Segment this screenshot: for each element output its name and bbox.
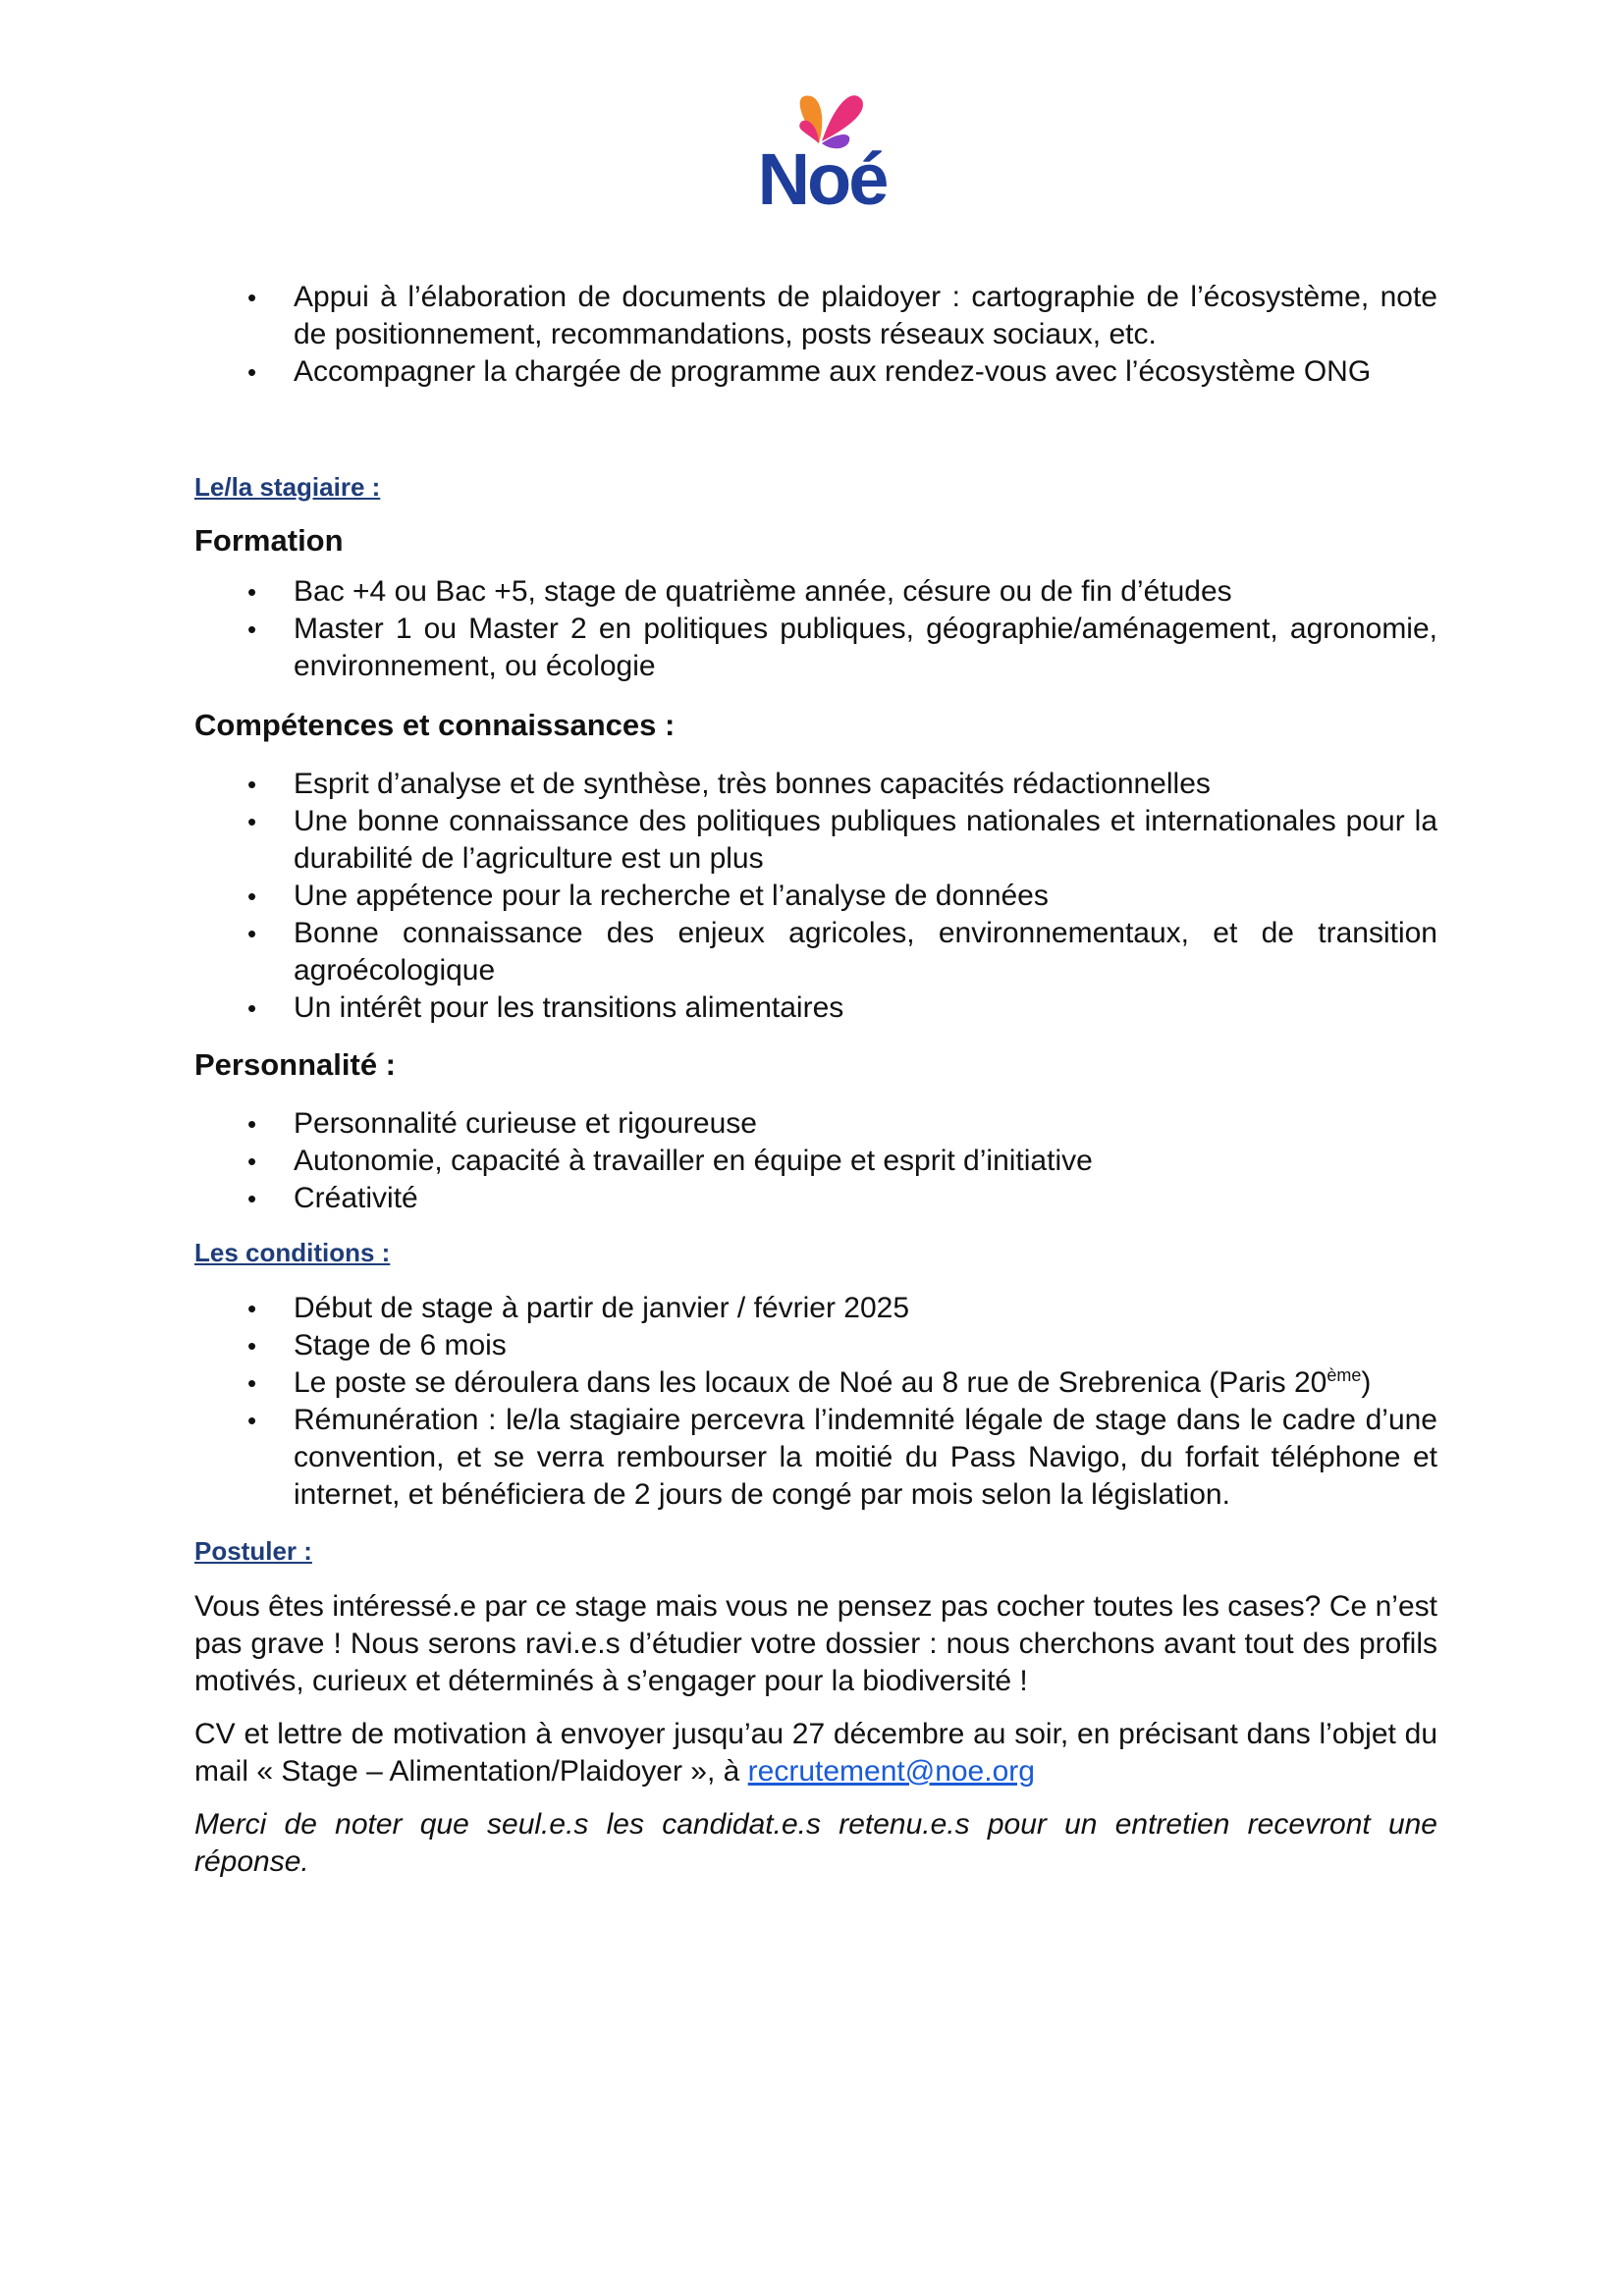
list-item: • Une bonne connaissance des politiques publiques nationales et internationales pour la durabilité de l’agriculture est un plus — [194, 803, 1437, 878]
list-item: • Accompagner la chargée de programme aux rendez-vous avec l’écosystème ONG — [194, 353, 1437, 391]
competences-list — [194, 766, 1437, 1027]
formation-list — [194, 573, 1437, 685]
list-item: • Personnalité curieuse et rigoureuse — [194, 1105, 1437, 1143]
list-item: • Master 1 ou Master 2 en politiques publiques, géographie/aménagement, agronomie, environnement, ou écologie — [194, 611, 1437, 685]
list-item: • Un intérêt pour les transitions alimentaires — [194, 989, 1437, 1027]
list-item: • Bonne connaissance des enjeux agricoles, environnementaux, et de transition agroécologique — [194, 915, 1437, 989]
location-superscript: ème — [1326, 1365, 1362, 1385]
location-text-end: ) — [1361, 1366, 1372, 1399]
postuler-note: Merci de noter que seul.e.s les candidat.e.s retenu.e.s pour un entretien recevront une réponse. — [194, 1808, 1437, 1878]
list-item: • Esprit d’analyse et de synthèse, très bonnes capacités rédactionnelles — [194, 766, 1437, 803]
subsection-title-formation: Formation — [194, 523, 344, 558]
instructions-text: CV et lettre de motivation à envoyer jusqu’au 27 décembre au soir, en précisant dans l’objet du mail « Stage – Alimentation/Plaidoyer », à — [194, 1718, 1437, 1788]
noe-logo — [729, 75, 915, 212]
email-link[interactable]: recrutement@noe.org — [747, 1755, 1035, 1788]
list-item: • Autonomie, capacité à travailler en équipe et esprit d’initiative — [194, 1143, 1437, 1180]
list-item: • Appui à l’élaboration de documents de plaidoyer : cartographie de l’écosystème, note de positionnement, recommandations, posts réseaux sociaux, etc. — [194, 279, 1437, 353]
list-item: • Créativité — [194, 1180, 1437, 1217]
document-body — [194, 279, 1437, 1881]
list-item: • Rémunération : le/la stagiaire percevra l’indemnité légale de stage dans le cadre d’une convention, et se verra rembourser la moitié du Pass Navigo, du forfait téléphone et internet, et bénéficiera de 2 jours de congé par mois selon la législation. — [194, 1402, 1437, 1514]
subsection-title-personnalite: Personnalité : — [194, 1047, 396, 1082]
section-title-postuler: Postuler : — [194, 1536, 312, 1566]
list-item: • Bac +4 ou Bac +5, stage de quatrième année, césure ou de fin d’études — [194, 573, 1437, 611]
section-title-stagiaire: Le/la stagiaire : — [194, 472, 381, 502]
section-title-conditions: Les conditions : — [194, 1238, 391, 1267]
list-item: • Stage de 6 mois — [194, 1327, 1437, 1364]
subsection-title-competences: Compétences et connaissances : — [194, 708, 676, 742]
list-item-location — [194, 1364, 1437, 1402]
conditions-list — [194, 1290, 1437, 1514]
location-text: Le poste se déroulera dans les locaux de Noé au 8 rue de Srebrenica (Paris 20 — [294, 1366, 1327, 1399]
personnalite-list — [194, 1105, 1437, 1217]
postuler-paragraph: Vous êtes intéressé.e par ce stage mais vous ne pensez pas cocher toutes les cases? Ce n’est pas grave ! Nous serons ravi.e.s d’étudier votre dossier : nous cherchons avant tout des profils motivés, curieux et déterminés à s’engager pour la biodiversité ! — [194, 1590, 1437, 1697]
list-item: • Début de stage à partir de janvier / février 2025 — [194, 1290, 1437, 1327]
postuler-instructions — [194, 1716, 1437, 1790]
intro-list — [194, 279, 1437, 391]
list-item: • Une appétence pour la recherche et l’analyse de données — [194, 878, 1437, 915]
logo-text: Noé — [757, 138, 887, 212]
